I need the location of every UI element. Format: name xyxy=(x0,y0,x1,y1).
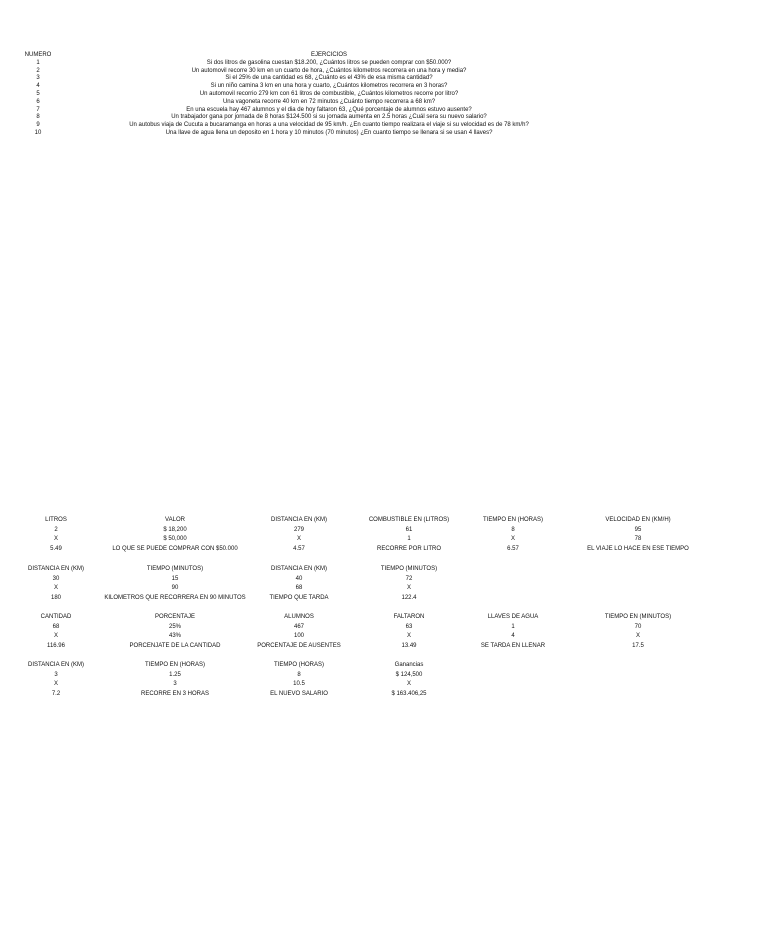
porcentaje-value-a: 25% xyxy=(168,623,181,630)
exercise-header-row xyxy=(12,52,748,60)
tiempo-llenado-block xyxy=(563,613,713,652)
alumnos-block xyxy=(240,613,358,652)
tiempo-jornada-value-a: 8 xyxy=(297,671,301,678)
exercise-number: 4 xyxy=(36,83,40,90)
tiempo-vagoneta-value-b: X xyxy=(406,585,411,592)
velocidad-block xyxy=(563,516,713,555)
distancia-km-value-b: X xyxy=(53,585,58,592)
combustible-value-a: 61 xyxy=(405,526,413,533)
exercise-number: 9 xyxy=(36,122,40,129)
valor-value-a: $ 18,200 xyxy=(163,526,187,533)
exercise-row xyxy=(12,122,748,130)
faltaron-result: 13.49 xyxy=(401,643,417,650)
exercise-row xyxy=(12,91,748,99)
distancia-value-a: 279 xyxy=(293,526,304,533)
tiempo-llenado-value-a: 70 xyxy=(634,623,642,630)
distancia-vagoneta-value-a: 40 xyxy=(295,575,303,582)
tiempo-llenado-value-b: X xyxy=(635,633,640,640)
tiempo-minutos-block xyxy=(100,565,250,604)
exercise-row xyxy=(12,99,748,107)
distancia-km-result: 180 xyxy=(50,595,61,602)
distancia-vagoneta-header: DISTANCIA EN (KM) xyxy=(271,566,327,572)
tiempo-jornada-block xyxy=(240,661,358,700)
valor-header: VALOR xyxy=(165,517,185,523)
ganancias-value-a: $ 124,500 xyxy=(395,671,423,678)
litros-block xyxy=(0,516,115,555)
tiempo-vagoneta-block xyxy=(350,565,468,604)
alumnos-value-b: 100 xyxy=(293,633,304,640)
tiempo-nino-header: TIEMPO EN (HORAS) xyxy=(144,662,205,668)
exercise-text: Un automovil recorre 30 km en un cuarto de hora, ¿Cuántos kilometros recorrera en una hora y media? xyxy=(191,67,467,74)
distancia-nino-value-a: 3 xyxy=(54,671,58,678)
llaves-result: SE TARDA EN LLENAR xyxy=(480,643,546,650)
distancia-vagoneta-value-b: 68 xyxy=(295,585,303,592)
tiempo-result: 6.57 xyxy=(507,546,519,553)
tiempo-horas-block xyxy=(454,516,572,555)
exercise-number: 3 xyxy=(36,75,40,82)
combustible-value-b: 1 xyxy=(407,536,411,543)
tiempo-value-b: X xyxy=(510,536,515,543)
exercise-text: Una llave de agua llena un deposito en 1 hora y 10 minutos (70 minutos) ¿En cuanto tiempo se llenara si se usan 4 llaves? xyxy=(165,129,493,136)
combustible-header: COMBUSTIBLE EN (LITROS) xyxy=(368,517,450,523)
cantidad-value-a: 68 xyxy=(52,623,60,630)
tiempo-minutos-value-b: 90 xyxy=(171,585,179,592)
exercise-row xyxy=(12,130,748,138)
llaves-value-b: 4 xyxy=(511,633,515,640)
llaves-value-a: 1 xyxy=(511,623,515,630)
valor-block xyxy=(100,516,250,555)
tiempo-nino-value-a: 1.25 xyxy=(169,671,181,678)
ganancias-block xyxy=(350,661,468,700)
tiempo-minutos-value-a: 15 xyxy=(171,575,179,582)
alumnos-result: PORCENTAJE DE AUSENTES xyxy=(257,643,341,650)
exercise-number: 8 xyxy=(36,114,40,121)
exercise-text: En una escuela hay 467 alumnos y el dia de hoy faltaron 63, ¿Qué porcentaje de alumnos estuvo ausente? xyxy=(186,106,472,113)
faltaron-value-a: 63 xyxy=(405,623,413,630)
tiempo-minutos-result: KILOMETROS QUE RECORRERA EN 90 MINUTOS xyxy=(104,595,246,602)
distancia-block xyxy=(240,516,358,555)
exercise-number: 1 xyxy=(36,59,40,66)
faltaron-header: FALTARON xyxy=(393,614,425,620)
velocidad-result: EL VIAJE LO HACE EN ESE TIEMPO xyxy=(587,546,689,553)
exercise-number: 2 xyxy=(36,67,40,74)
exercise-number: 5 xyxy=(36,90,40,97)
exercise-text: Un automovil recorrio 279 km con 61 litros de combustible, ¿Cuántos kilometros recorre por litro? xyxy=(199,90,459,97)
combustible-result: RECORRE POR LITRO xyxy=(376,546,441,553)
velocidad-header: VELOCIDAD EN (KM/H) xyxy=(605,517,671,523)
cantidad-block xyxy=(0,613,115,652)
faltaron-value-b: X xyxy=(406,633,411,640)
porcentaje-block xyxy=(100,613,250,652)
valor-value-b: $ 50,000 xyxy=(163,536,187,543)
litros-value-b: X xyxy=(53,536,58,543)
exercise-row xyxy=(12,75,748,83)
faltaron-block xyxy=(350,613,468,652)
distancia-header: DISTANCIA EN (KM) xyxy=(271,517,327,523)
porcentaje-header: PORCENTAJE xyxy=(155,614,195,620)
exercise-text: Si el 25% de una cantidad es 68, ¿Cuánto es el 43% de esa misma cantidad? xyxy=(225,75,433,82)
distancia-value-b: X xyxy=(296,536,301,543)
exercise-row xyxy=(12,68,748,76)
exercise-text: Si dos litros de gasolina cuestan $18.200, ¿Cuántos litros se pueden comprar con $50.000? xyxy=(206,59,452,66)
exercise-text: Una vagoneta recorre 40 km en 72 minutos ¿Cuánto tiempo recorrera a 68 km? xyxy=(222,98,436,105)
distancia-nino-header: DISTANCIA EN (KM) xyxy=(28,662,84,668)
exercise-list xyxy=(12,52,748,138)
ejercicios-header: EJERCICIOS xyxy=(310,52,347,58)
tiempo-minutos-header: TIEMPO (MINUTOS) xyxy=(146,566,204,572)
tiempo-jornada-result: EL NUEVO SALARIO xyxy=(270,691,328,698)
cantidad-header: CANTIDAD xyxy=(40,614,72,620)
tiempo-jornada-value-b: 10.5 xyxy=(293,681,305,688)
litros-header: LITROS xyxy=(45,517,67,523)
cantidad-result: 116.96 xyxy=(47,643,65,650)
tiempo-value-a: 8 xyxy=(511,526,515,533)
velocidad-value-a: 95 xyxy=(634,526,642,533)
llaves-block xyxy=(454,613,572,652)
distancia-result: 4.57 xyxy=(293,546,305,553)
exercise-text: Si un niño camina 3 km en una hora y cuarto, ¿Cuántos kilometros recorrera en 3 horas? xyxy=(210,83,448,90)
distancia-nino-result: 7.2 xyxy=(51,691,61,698)
valor-result: LO QUE SE PUEDE COMPRAR CON $50.000 xyxy=(112,546,238,553)
distancia-km-block xyxy=(0,565,115,604)
cantidad-value-b: X xyxy=(53,633,58,640)
porcentaje-result: PORCENJATE DE LA CANTIDAD xyxy=(129,643,221,650)
distancia-nino-block xyxy=(0,661,115,700)
exercise-text: Un trabajador gana por jornada de 8 horas $124.500 si su jornada aumenta en 2.5 horas ¿Cuál sera su nuevo salario? xyxy=(171,114,487,121)
tiempo-vagoneta-result: 122.4 xyxy=(401,595,417,602)
tiempo-header: TIEMPO EN (HORAS) xyxy=(482,517,543,523)
exercise-number: 6 xyxy=(36,98,40,105)
ganancias-result: $ 163.406,25 xyxy=(391,691,427,698)
ganancias-value-b: X xyxy=(406,681,411,688)
tiempo-jornada-header: TIEMPO (HORAS) xyxy=(273,662,324,668)
tiempo-vagoneta-value-a: 72 xyxy=(405,575,413,582)
litros-value-a: 2 xyxy=(54,526,58,533)
tiempo-llenado-result: 17.5 xyxy=(632,643,644,650)
tiempo-llenado-header: TIEMPO EN (MINUTOS) xyxy=(604,614,672,620)
distancia-km-header: DISTANCIA EN (KM) xyxy=(28,566,84,572)
litros-result: 5.49 xyxy=(50,546,62,553)
numero-header: NUMERO xyxy=(24,52,52,58)
exercise-row xyxy=(12,60,748,68)
exercise-number: 7 xyxy=(36,106,40,113)
velocidad-value-b: 78 xyxy=(634,536,642,543)
tiempo-vagoneta-header: TIEMPO (MINUTOS) xyxy=(380,566,438,572)
tiempo-nino-result: RECORRE EN 3 HORAS xyxy=(140,691,209,698)
alumnos-value-a: 467 xyxy=(293,623,304,630)
distancia-nino-value-b: X xyxy=(53,681,58,688)
exercise-row xyxy=(12,107,748,115)
distancia-km-value-a: 30 xyxy=(52,575,60,582)
alumnos-header: ALUMNOS xyxy=(284,614,314,620)
distancia-vagoneta-result: TIEMPO QUE TARDA xyxy=(269,595,329,602)
tiempo-nino-block xyxy=(100,661,250,700)
llaves-header: LLAVES DE AGUA xyxy=(487,614,539,620)
exercise-text: Un autobus viaja de Cucuta a bucaramanga en horas a una velocidad de 95 km/h. ¿En cuanto tiempo realizara el viaje si su velocidad es de 78 km/h? xyxy=(129,122,529,129)
exercise-row xyxy=(12,83,748,91)
exercise-row xyxy=(12,114,748,122)
ganancias-header: Ganancias xyxy=(394,662,424,668)
combustible-block xyxy=(350,516,468,555)
exercise-number: 10 xyxy=(34,129,42,136)
porcentaje-value-b: 43% xyxy=(168,633,181,640)
tiempo-nino-value-b: 3 xyxy=(173,681,177,688)
distancia-vagoneta-block xyxy=(240,565,358,604)
